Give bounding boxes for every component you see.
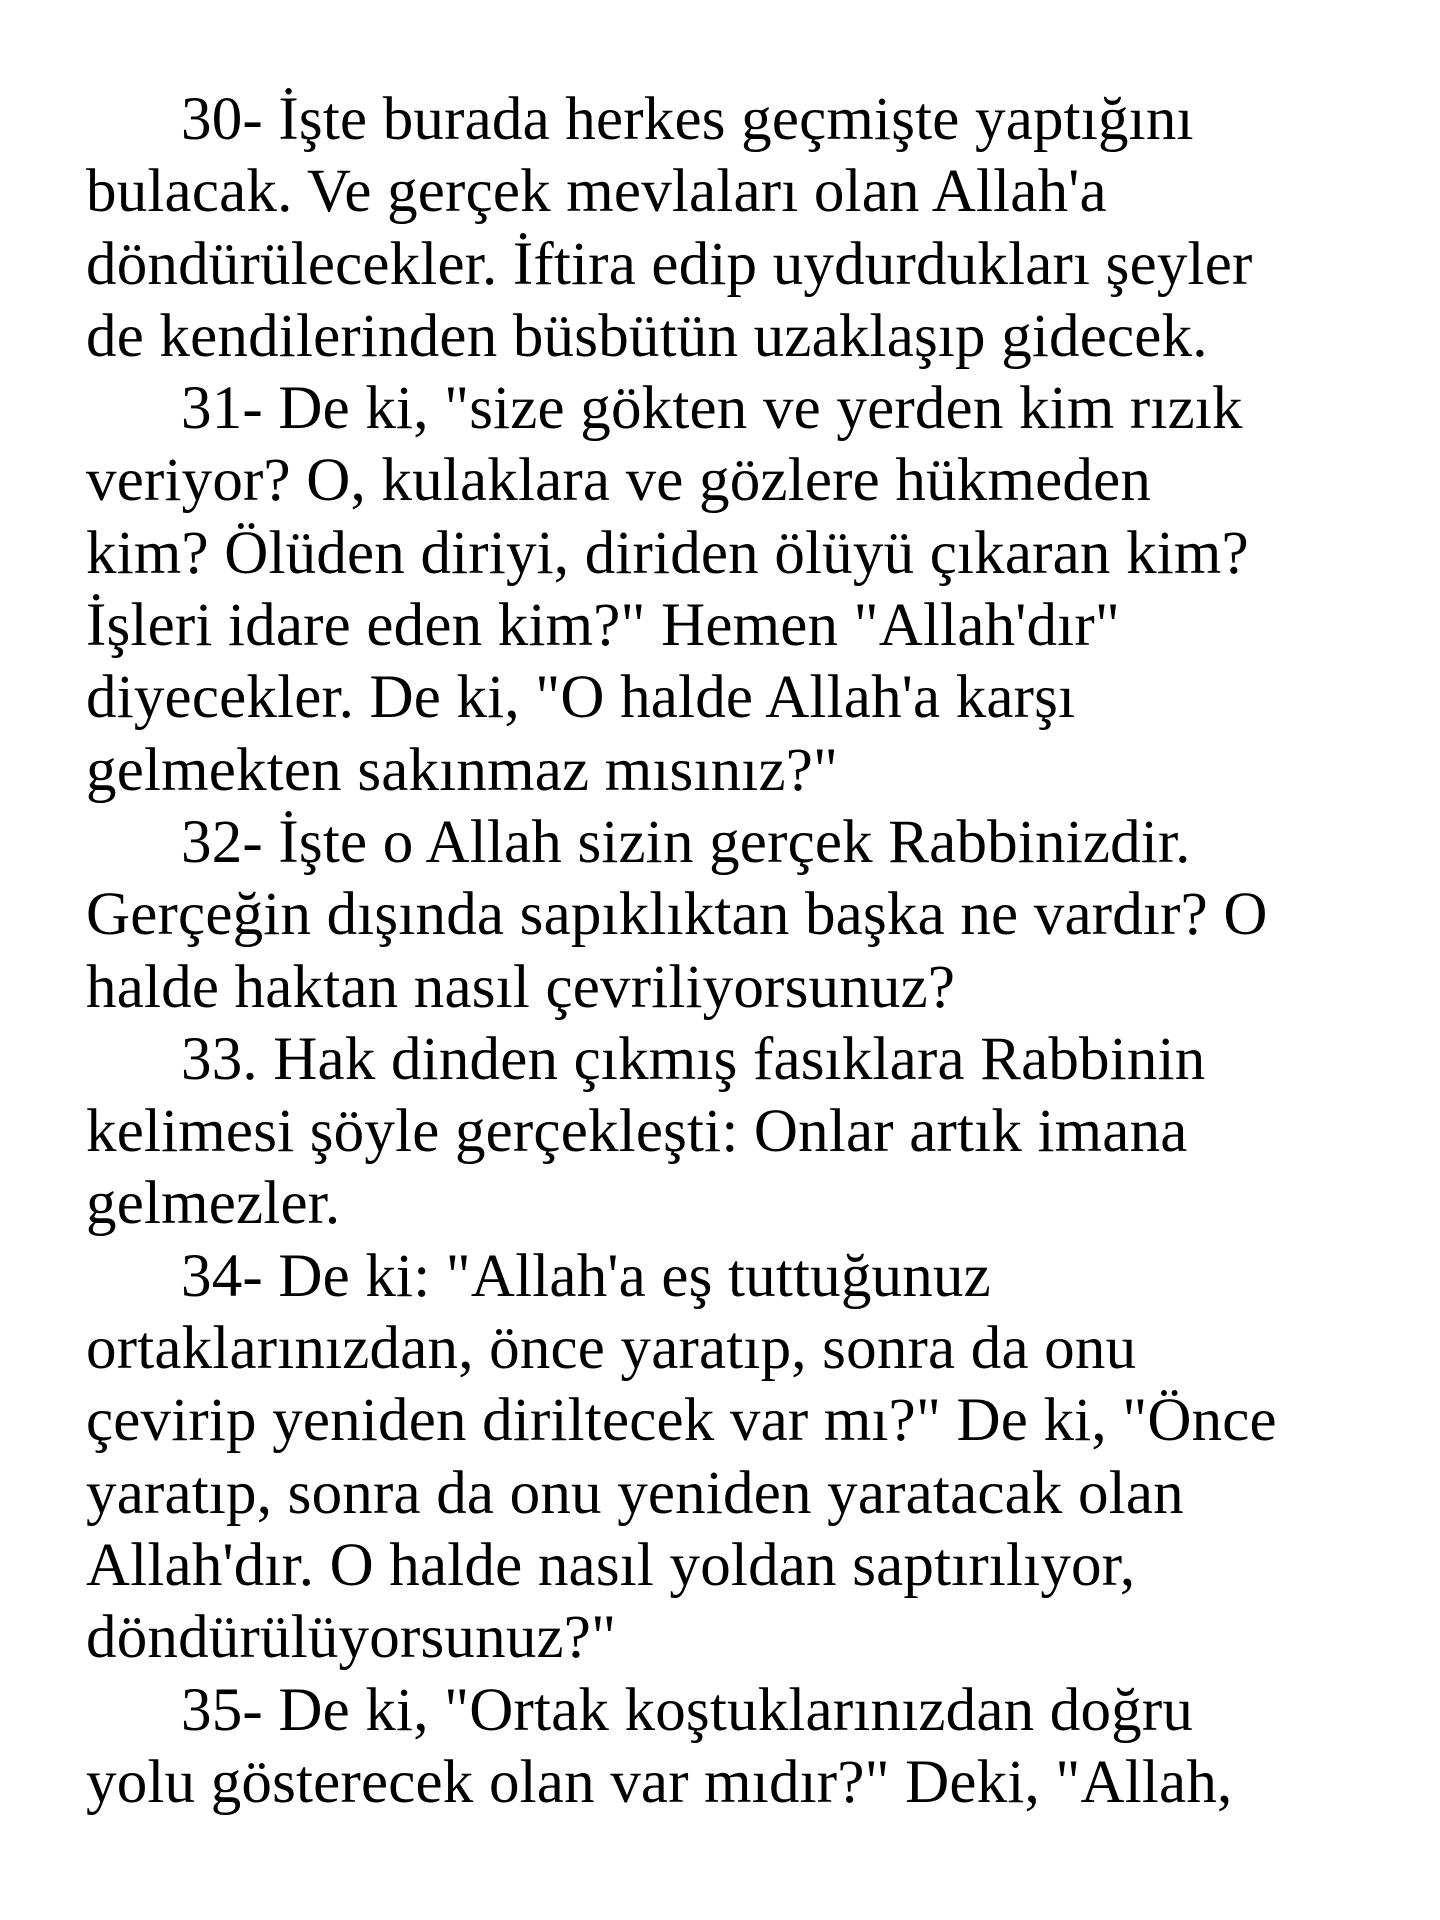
text-line: Gerçeğin dışında sapıklıktan başka ne vardır? O	[86, 881, 1268, 949]
verse-first-line: 30- İşte burada herkes geçmişte yaptığını	[181, 86, 1194, 153]
verse-first-line: 34- De ki: "Allah'a eş tuttuğunuz	[181, 1242, 991, 1310]
text-line: diyecekler. De ki, "O halde Allah'a karşı	[86, 664, 1076, 732]
verse-first-line: 31- De ki, "size gökten ve yerden kim rızık	[181, 375, 1243, 443]
text-line: kelimesi şöyle gerçekleşti: Onlar artık imana	[86, 1098, 1188, 1166]
document-body	[86, 84, 1386, 1819]
text-line: gelmekten sakınmaz mısınız?"	[86, 736, 839, 804]
text-line: de kendilerinden büsbütün uzaklaşıp gidecek.	[86, 302, 1208, 370]
text-line: yaratıp, sonra da onu yeniden yaratacak olan	[86, 1459, 1184, 1527]
verse-first-line: 33. Hak dinden çıkmış fasıklara Rabbinin	[181, 1025, 1206, 1093]
verse-first-line: 32- İşte o Allah sizin gerçek Rabbinizdir.	[181, 808, 1191, 876]
text-line: yolu gösterecek olan var mıdır?" Deki, "Allah,	[86, 1748, 1233, 1816]
text-line: veriyor? O, kulaklara ve gözlere hükmeden	[86, 447, 1152, 515]
text-line: döndürülecekler. İftira edip uydurdukları şeyler	[86, 230, 1253, 298]
text-line: İşleri idare eden kim?" Hemen "Allah'dır"	[86, 592, 1120, 660]
text-line: kim? Ölüden diriyi, diriden ölüyü çıkaran kim?	[86, 519, 1249, 587]
text-line: ortaklarınızdan, önce yaratıp, sonra da onu	[86, 1315, 1137, 1383]
text-line: gelmezler.	[86, 1170, 341, 1238]
text-line: çevirip yeniden diriltecek var mı?" De ki, "Önce	[86, 1387, 1277, 1455]
verse-first-line: 35- De ki, "Ortak koştuklarınızdan doğru	[181, 1676, 1194, 1744]
text-line: Allah'dır. O halde nasıl yoldan saptırılıyor,	[86, 1531, 1136, 1599]
text-line: halde haktan nasıl çevriliyorsunuz?	[86, 953, 956, 1021]
text-line: döndürülüyorsunuz?"	[86, 1604, 617, 1672]
text-line: bulacak. Ve gerçek mevlaları olan Allah'a	[86, 158, 1107, 226]
